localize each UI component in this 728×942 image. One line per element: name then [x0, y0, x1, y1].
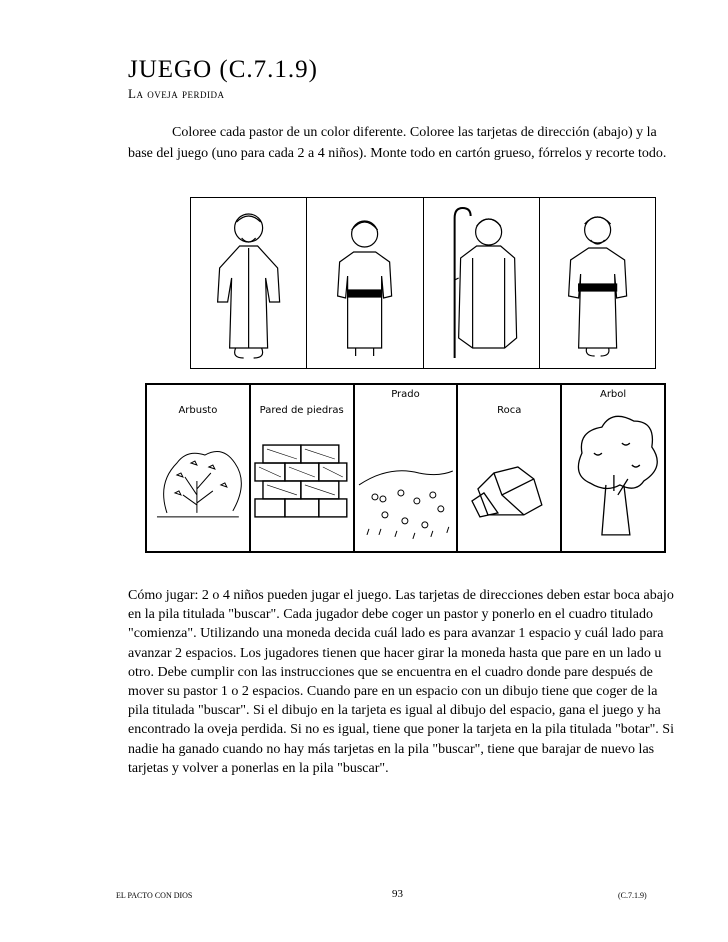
place-label-roca: Roca: [497, 405, 522, 416]
place-label-arbusto: Arbusto: [178, 405, 218, 416]
place-card-pared: [251, 385, 355, 551]
place-card-arbusto: [147, 385, 251, 551]
place-card-arbol: [562, 385, 664, 551]
shepherd-card-2: [307, 198, 423, 368]
shepherd-4-icon: [540, 198, 655, 368]
place-label-pared: Pared de piedras: [259, 405, 344, 416]
stone-wall-icon: [251, 385, 353, 551]
place-label-prado: Prado: [391, 389, 420, 400]
instructions-paragraph: Cómo jugar: 2 o 4 niños pueden jugar el juego. Las tarjetas de direcciones deben estar boca abajo en la pila titulada "buscar". Cada jugador debe coger un pastor y ponerlo en el cuadro titulado "comienza". Utilizando una moneda decida cuál lado es para avanzar 1 espacio y cuál lado para avanzar 2 espacios. Los jugadores tienen que hacer girar la moneda hasta que pare en un lado u otro. Debe cumplir con las instrucciones que se encuentra en el cuadro donde pare después de mover su pastor 1 o 2 espacios. Cuando pare en un espacio con un dibujo tiene que coger de la pila titulada "buscar". Si el dibujo en la tarjeta es igual al dibujo del espacio, gana el juego y ha encontrado la oveja perdida. Si no es igual, tiene que poner la tarjeta en la pila titulada "botar". Si nadie ha ganado cuando no hay más tarjetas en la pila "buscar", tiene que barajar de nuevo las tarjetas y volver a ponerlas en la pila "buscar".: [128, 588, 674, 776]
location-board: [145, 383, 666, 553]
tree-icon: [562, 385, 664, 551]
shepherd-2-icon: [307, 198, 422, 368]
page-subtitle: La oveja perdida: [128, 86, 225, 101]
shepherd-1-icon: [191, 198, 306, 368]
shepherd-cards: [190, 197, 656, 369]
footer-code: (C.7.1.9): [618, 891, 647, 900]
page-title: JUEGO (C.7.1.9): [128, 56, 318, 83]
place-card-roca: [458, 385, 562, 551]
intro-text: Coloree cada pastor de un color diferente. Coloree las tarjetas de dirección (abajo) y la base del juego (uno para cada 2 a 4 niños). Monte todo en cartón grueso, fórrelos y recorte todo.: [128, 125, 667, 161]
shepherd-card-3: [424, 198, 540, 368]
shepherd-card-1: [191, 198, 307, 368]
page-number: 93: [392, 888, 403, 900]
place-label-arbol: Arbol: [599, 389, 627, 400]
meadow-icon: [355, 385, 457, 551]
shepherd-card-4: [540, 198, 655, 368]
place-card-prado: [355, 385, 459, 551]
bush-icon: [147, 385, 249, 551]
rock-icon: [458, 385, 560, 551]
shepherd-staff-icon: [424, 198, 539, 368]
intro-paragraph: [128, 122, 668, 164]
footer-book-title: EL PACTO CON DIOS: [116, 891, 193, 900]
